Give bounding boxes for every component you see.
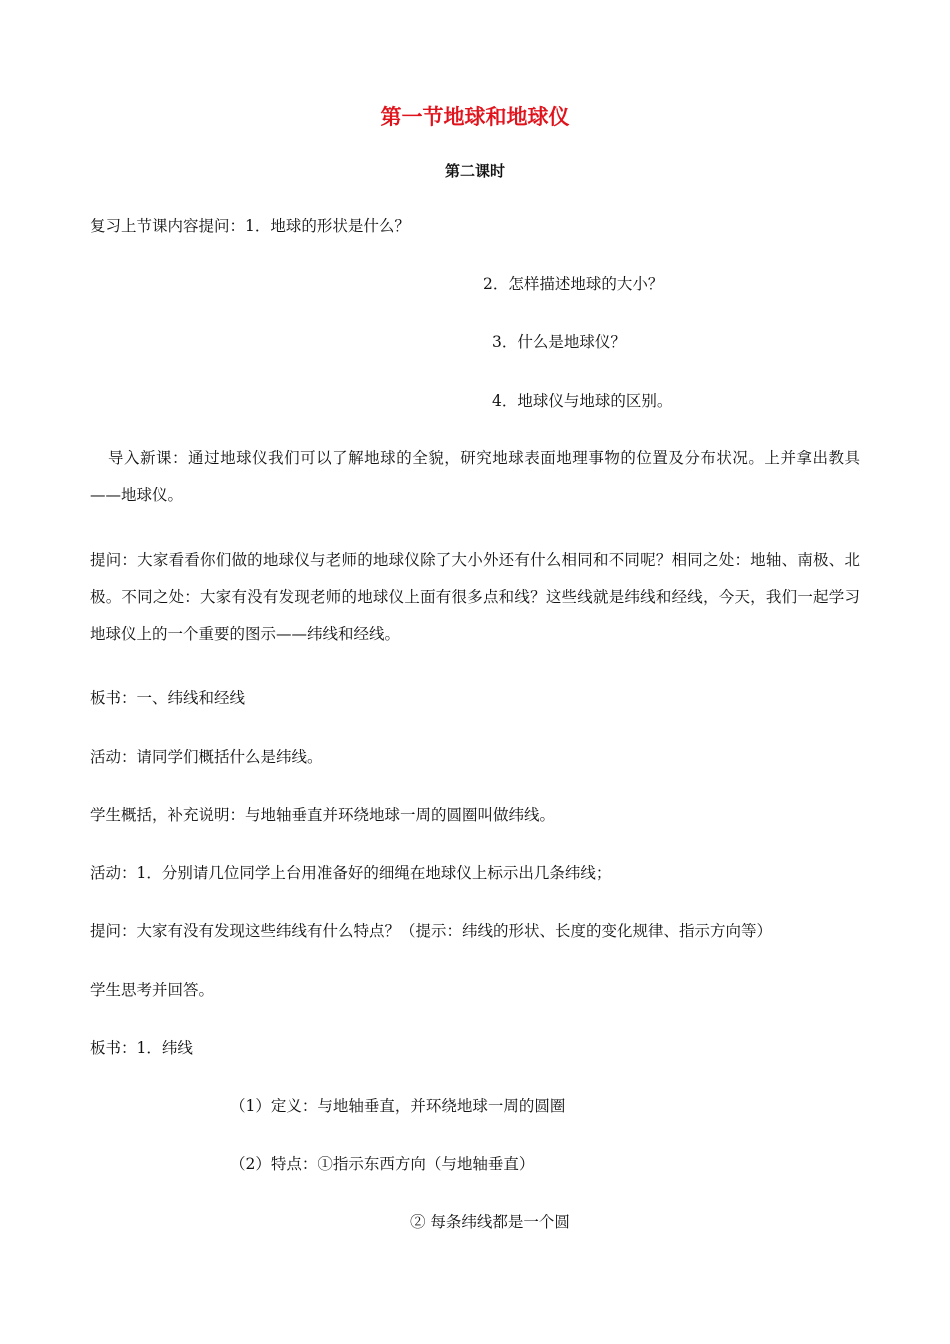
question-2: 提问：大家有没有发现这些纬线有什么特点？（提示：纬线的形状、长度的变化规律、指示方向等） xyxy=(90,922,773,940)
review-question-3: 3．什么是地球仪？ xyxy=(492,333,626,351)
board-note-1: 板书：一、纬线和经线 xyxy=(90,689,246,707)
definition-line: （1）定义：与地轴垂直，并环绕地球一周的圆圈 xyxy=(230,1097,566,1115)
review-question-4: 4．地球仪与地球的区别。 xyxy=(492,392,673,410)
board-note-2: 板书：1．纬线 xyxy=(90,1039,193,1057)
feature-line-1: （2）特点：①指示东西方向（与地轴垂直） xyxy=(230,1155,535,1173)
feature-line-2: ② 每条纬线都是一个圆 xyxy=(410,1213,570,1231)
intro-paragraph: 导入新课：通过地球仪我们可以了解地球的全貌，研究地球表面地理事物的位置及分布状况。上并拿出教具——地球仪。 xyxy=(90,449,860,504)
lesson-subtitle: 第二课时 xyxy=(444,162,505,180)
question-paragraph: 提问：大家看看你们做的地球仪与老师的地球仪除了大小外还有什么相同和不同呢？相同之处：地轴、南极、北极。不同之处：大家有没有发现老师的地球仪上面有很多点和线？这些线就是纬线和经线，今天，我们一起学习地球仪上的一个重要的图示——纬线和经线。 xyxy=(90,551,860,643)
review-question-1: 复习上节课内容提问：1．地球的形状是什么？ xyxy=(90,217,410,235)
activity-1: 活动：请同学们概括什么是纬线。 xyxy=(90,748,323,766)
page-title: 第一节地球和地球仪 xyxy=(380,105,570,129)
student-summary: 学生概括，补充说明：与地轴垂直并环绕地球一周的圆圈叫做纬线。 xyxy=(90,806,556,824)
student-answer: 学生思考并回答。 xyxy=(90,981,215,999)
activity-2: 活动：1．分别请几位同学上台用准备好的细绳在地球仪上标示出几条纬线； xyxy=(90,864,612,882)
review-question-2: 2．怎样描述地球的大小？ xyxy=(483,275,664,293)
